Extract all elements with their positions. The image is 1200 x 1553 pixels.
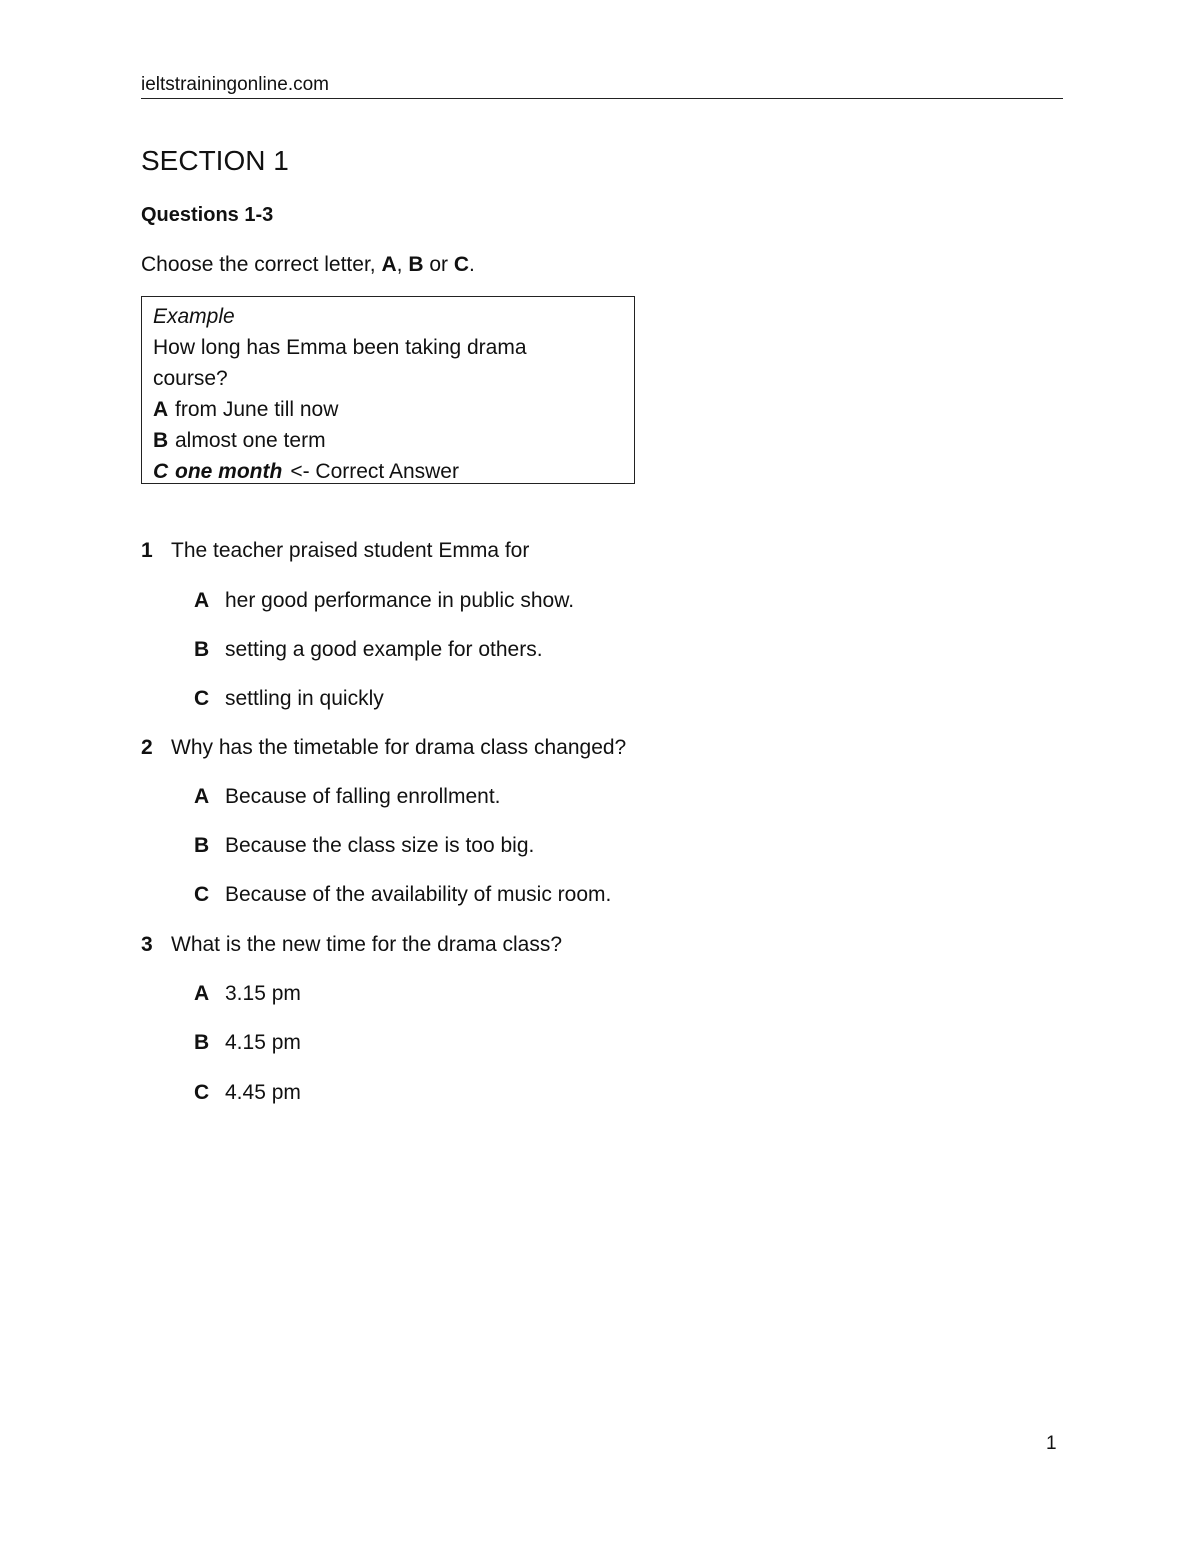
option-letter: C: [194, 1081, 210, 1104]
question-text: What is the new time for the drama class?: [171, 933, 562, 956]
question-3: [141, 932, 562, 958]
question-2: [141, 735, 626, 761]
option-text: 4.45 pm: [225, 1081, 301, 1104]
question-2-option-a: [194, 784, 501, 810]
option-letter: A: [194, 982, 210, 1005]
question-3-option-c: [194, 1080, 301, 1106]
instruction-letter-a: A: [381, 253, 397, 276]
example-option-a: [153, 394, 623, 425]
example-option-letter: B: [153, 429, 169, 452]
option-text: Because the class size is too big.: [225, 834, 535, 857]
option-text: 4.15 pm: [225, 1031, 301, 1054]
header-divider: [141, 98, 1063, 99]
example-option-c: [153, 456, 623, 487]
example-box: [141, 296, 635, 484]
option-text: Because of falling enrollment.: [225, 785, 501, 808]
question-text: Why has the timetable for drama class changed?: [171, 736, 627, 759]
option-letter: A: [194, 785, 210, 808]
question-1: [141, 538, 529, 564]
correct-answer-marker: <- Correct Answer: [290, 460, 459, 483]
section-title: SECTION 1: [141, 145, 289, 176]
example-question-line-2: course?: [153, 367, 228, 390]
instruction-letter-b: B: [408, 253, 424, 276]
example-label: Example: [153, 305, 235, 328]
example-option-letter: A: [153, 398, 169, 421]
example-correct-answer-text: one month: [175, 460, 283, 483]
option-letter: B: [194, 1031, 210, 1054]
instruction-sep-2: or: [423, 253, 454, 276]
question-text: The teacher praised student Emma for: [171, 539, 530, 562]
option-text: 3.15 pm: [225, 982, 301, 1005]
instruction-sep-1: ,: [396, 253, 409, 276]
site-url: ieltstrainingonline.com: [141, 74, 329, 95]
example-option-text: almost one term: [175, 429, 326, 452]
option-text: her good performance in public show.: [225, 589, 575, 612]
example-option-text: from June till now: [175, 398, 339, 421]
option-letter: C: [194, 687, 210, 710]
question-2-option-c: [194, 882, 611, 908]
option-letter: A: [194, 589, 210, 612]
example-option-b: [153, 425, 623, 456]
question-number: 2: [141, 736, 153, 759]
question-number: 3: [141, 933, 153, 956]
page-number: 1: [1046, 1433, 1057, 1454]
option-text: setting a good example for others.: [225, 638, 543, 661]
instruction-prefix: Choose the correct letter,: [141, 253, 382, 276]
question-number: 1: [141, 539, 153, 562]
option-text: Because of the availability of music room.: [225, 883, 612, 906]
option-letter: C: [194, 883, 210, 906]
question-1-option-c: [194, 686, 384, 712]
question-2-option-b: [194, 833, 534, 859]
question-1-option-b: [194, 637, 543, 663]
example-option-letter: C: [153, 460, 169, 483]
option-text: settling in quickly: [225, 687, 384, 710]
instruction-suffix: .: [469, 253, 475, 276]
instruction-text: [141, 252, 475, 278]
example-question-line-1: How long has Emma been taking drama: [153, 336, 527, 359]
question-3-option-b: [194, 1030, 301, 1056]
instruction-letter-c: C: [453, 253, 469, 276]
questions-heading: Questions 1-3: [141, 204, 274, 226]
question-1-option-a: [194, 588, 574, 614]
option-letter: B: [194, 638, 210, 661]
question-3-option-a: [194, 981, 301, 1007]
option-letter: B: [194, 834, 210, 857]
